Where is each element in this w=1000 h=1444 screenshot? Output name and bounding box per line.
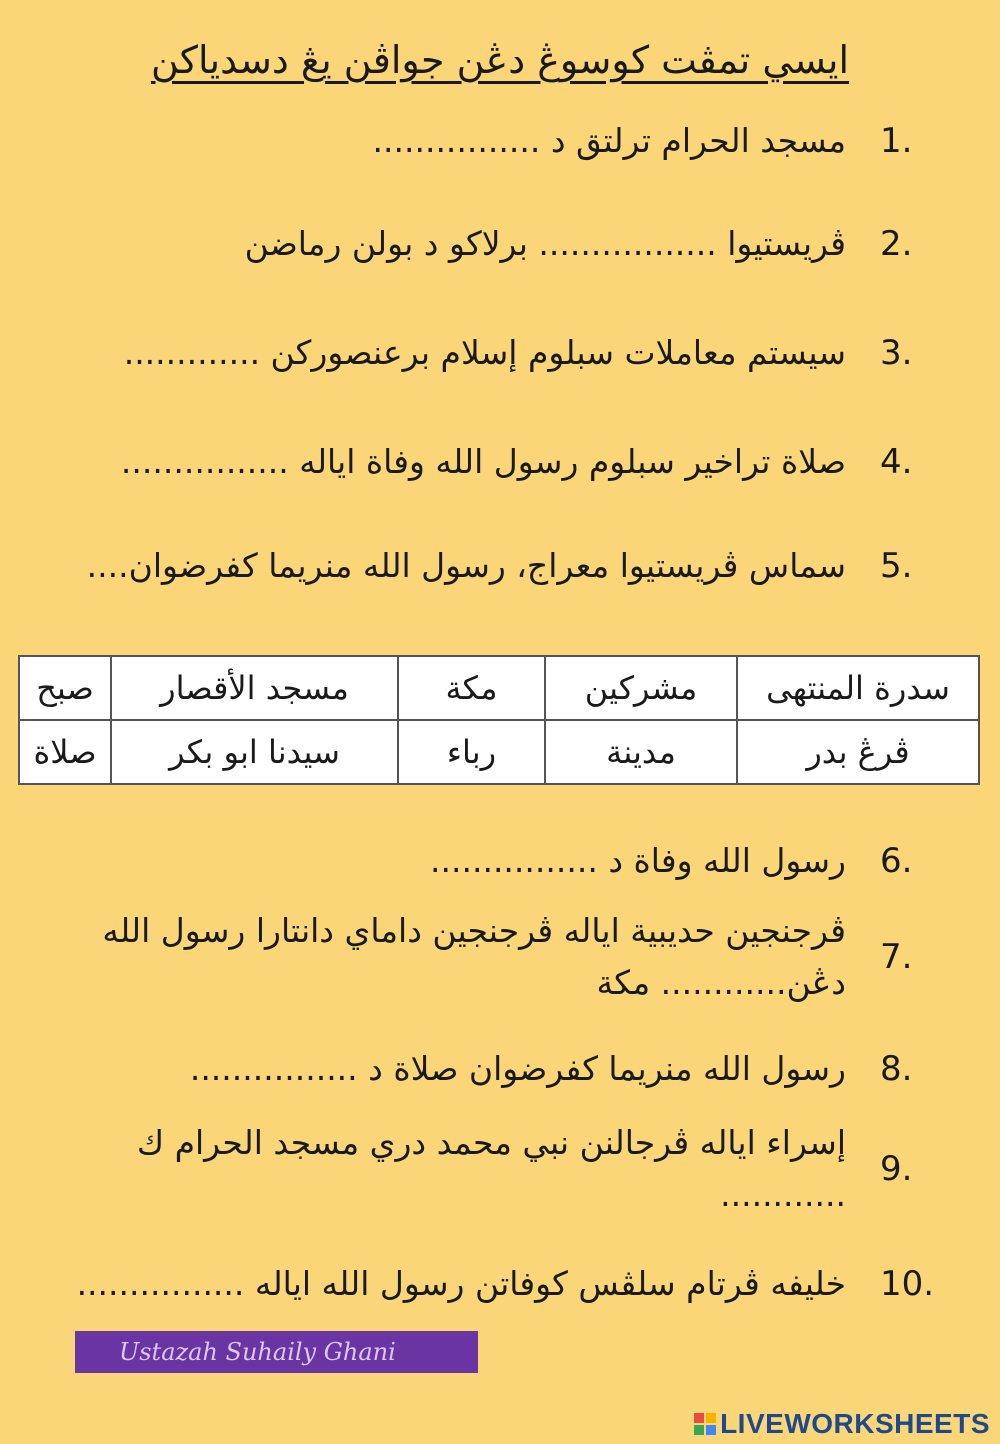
word-cell: صلاة: [19, 720, 111, 784]
word-cell: ڤرڠ بدر: [737, 720, 979, 784]
question-number: 4.: [880, 442, 913, 482]
word-bank-table: [18, 655, 980, 785]
question-number: 2.: [880, 224, 913, 264]
word-cell: سيدنا ابو بكر: [111, 720, 398, 784]
question-number: 6.: [880, 841, 913, 881]
word-cell: صبح: [19, 656, 111, 720]
word-cell: مكة: [398, 656, 545, 720]
question-text[interactable]: مسجد الحرام ترلتق د ................: [372, 121, 846, 160]
question-4: [121, 436, 960, 488]
question-number: 9.: [880, 1149, 913, 1189]
question-number: 1.: [880, 121, 913, 161]
word-cell: مشركين: [545, 656, 737, 720]
worksheet-title: ايسي تمڤت كوسوڠ دڠن جواڤن يڠ دسدياكن: [150, 38, 850, 82]
question-10: [77, 1258, 960, 1310]
question-text[interactable]: سماس ڤريستيوا معراج، رسول الله منريما كفرضوان....: [86, 546, 846, 585]
question-text[interactable]: رسول الله منريما كفرضوان صلاة د ................: [189, 1049, 846, 1088]
question-1: [373, 115, 961, 167]
question-3: [124, 327, 960, 379]
question-number: 8.: [880, 1049, 913, 1089]
question-number: 5.: [880, 546, 913, 586]
question-text[interactable]: صلاة تراخير سبلوم رسول الله وفاة اياله ................: [120, 442, 846, 481]
question-6: [430, 835, 960, 887]
question-text[interactable]: سيستم معاملات سبلوم إسلام برعنصوركن .............: [123, 333, 846, 372]
question-number: 3.: [880, 333, 913, 373]
word-cell: مسجد الأقصار: [111, 656, 398, 720]
word-cell: سدرة المنتهى: [737, 656, 979, 720]
question-2: [245, 218, 960, 270]
liveworksheets-logo-icon: [694, 1413, 716, 1435]
question-text[interactable]: إسراء اياله ڤرجالنن نبي محمد دري مسجد الحرام ك ............: [136, 1123, 846, 1214]
table-row: [19, 656, 979, 720]
question-number: 10.: [880, 1264, 935, 1304]
question-9: [86, 1117, 960, 1221]
question-8: [190, 1043, 960, 1095]
word-cell: رباء: [398, 720, 545, 784]
question-number: 7.: [880, 937, 913, 977]
question-7: [76, 905, 960, 1009]
question-text[interactable]: ڤريستيوا ................. برلاكو د بولن رماضن: [244, 224, 846, 263]
question-text[interactable]: ڤرجنجين حديبية اياله ڤرجنجين داماي دانتارا رسول الله دڠن............ مكة: [102, 911, 846, 1002]
table-row: [19, 720, 979, 784]
liveworksheets-brand[interactable]: [694, 1408, 990, 1440]
author-signature: Ustazah Suhaily Ghani: [75, 1331, 478, 1373]
question-text[interactable]: خليفه ڤرتام سلڤس كوفاتن رسول الله اياله ................: [76, 1264, 846, 1303]
word-cell: مدينة: [545, 720, 737, 784]
question-5: [87, 540, 960, 592]
brand-name: LIVEWORKSHEETS: [720, 1408, 990, 1439]
question-text[interactable]: رسول الله وفاة د ................: [430, 841, 846, 880]
